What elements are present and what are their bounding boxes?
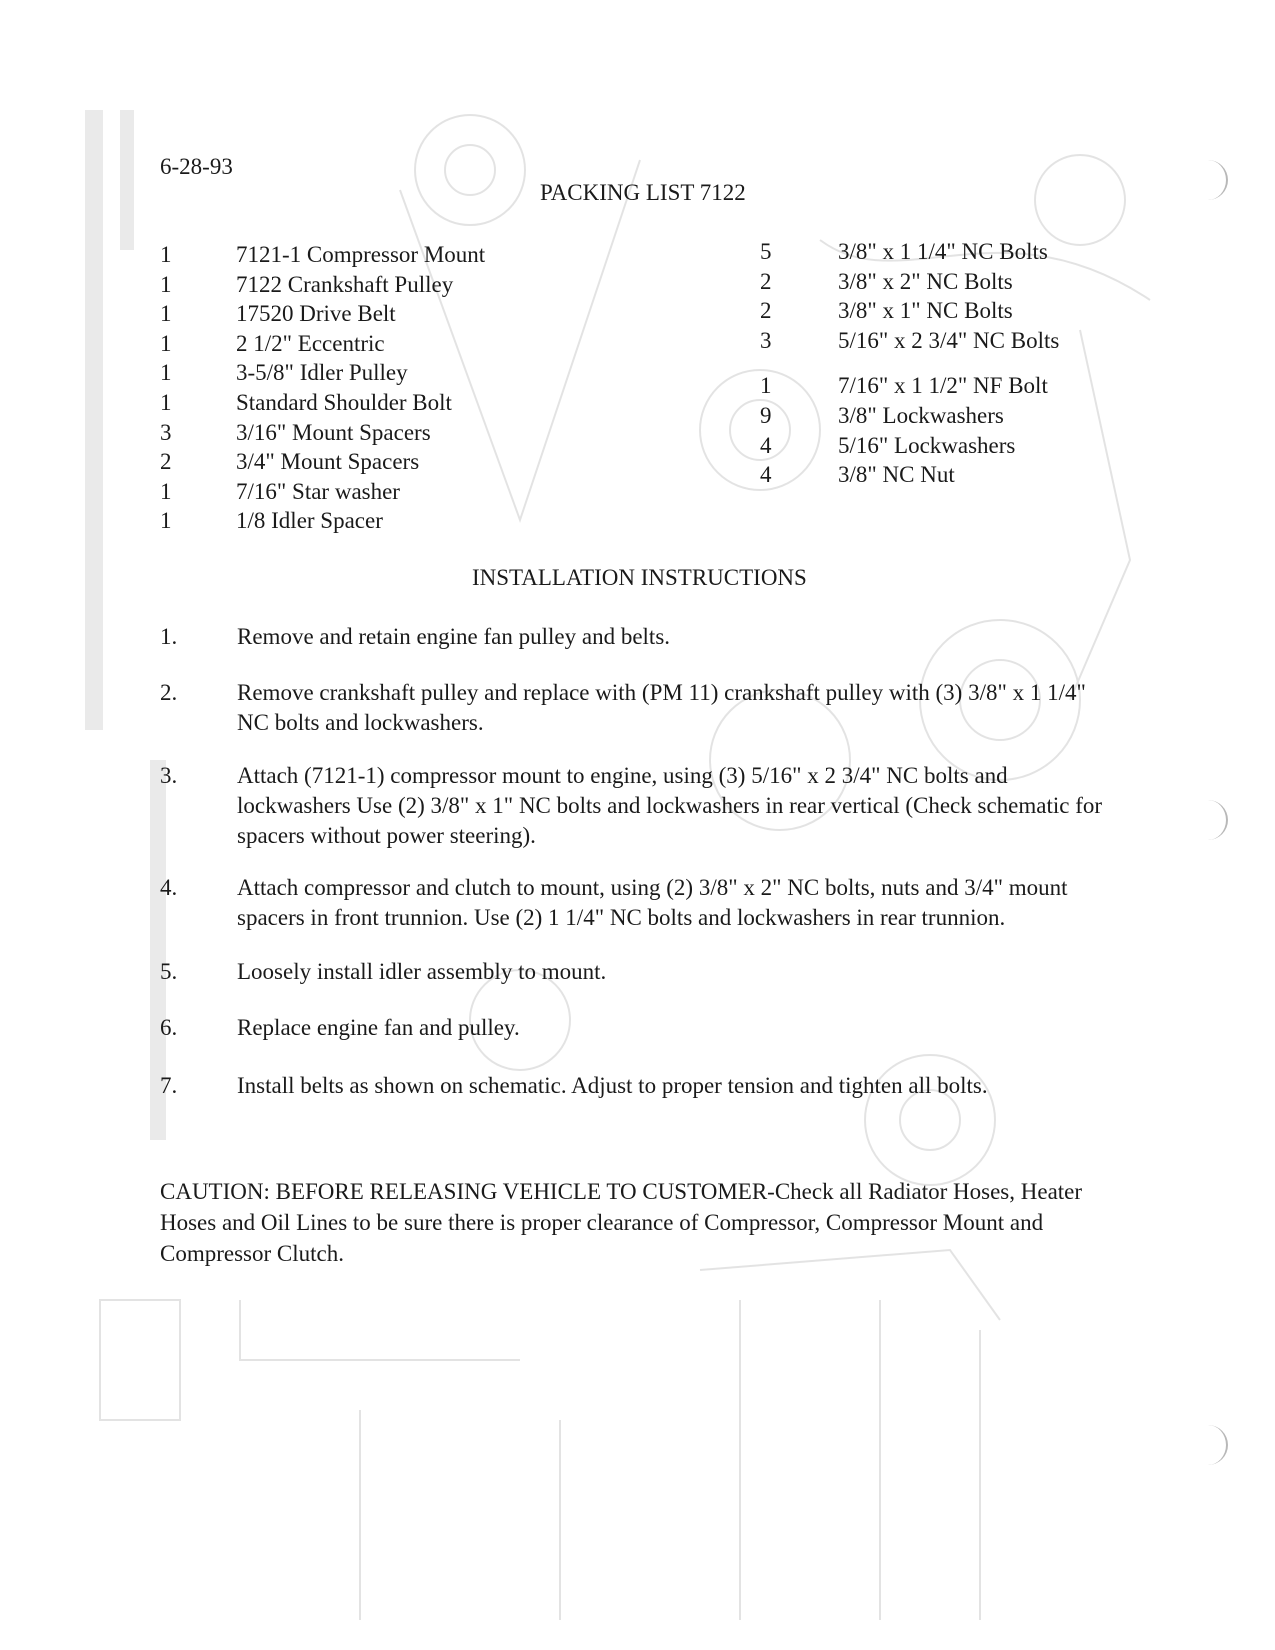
step-text: Remove and retain engine fan pulley and belts. [237, 624, 671, 649]
item-description: 17520 Drive Belt [236, 301, 396, 327]
item-quantity: 4 [760, 432, 772, 458]
step-7 [160, 1071, 1120, 1101]
list-item [760, 237, 1220, 267]
step-5 [160, 957, 1120, 987]
item-quantity: 1 [160, 271, 172, 297]
packing-list-left [160, 240, 660, 536]
item-quantity: 4 [760, 462, 772, 488]
installation-steps [160, 622, 1120, 1101]
list-item [160, 299, 660, 329]
step-number: 2. [160, 680, 178, 705]
step-text: Replace engine fan and pulley. [237, 1015, 520, 1040]
list-item [760, 431, 1220, 461]
item-quantity: 1 [160, 360, 172, 386]
list-item [760, 296, 1220, 326]
step-text: Install belts as shown on schematic. Adjust to proper tension and tighten all bolts. [237, 1073, 988, 1098]
packing-list-right [760, 237, 1220, 490]
step-number: 5. [160, 959, 178, 984]
item-quantity: 2 [760, 268, 772, 294]
list-item [160, 358, 660, 388]
item-description: 3-5/8" Idler Pulley [236, 360, 408, 386]
list-item [160, 418, 660, 448]
item-quantity: 1 [160, 242, 172, 267]
item-quantity: 1 [760, 373, 772, 399]
item-description: 3/8" x 1 1/4" NC Bolts [838, 239, 1048, 264]
item-quantity: 3 [760, 327, 772, 353]
list-item [760, 267, 1220, 297]
step-4 [160, 873, 1120, 933]
item-description: 3/16" Mount Spacers [236, 419, 431, 445]
item-description: 2 1/2" Eccentric [236, 330, 385, 356]
step-1 [160, 622, 1120, 652]
step-number: 4. [160, 875, 178, 900]
item-quantity: 2 [760, 298, 772, 324]
list-item [160, 388, 660, 418]
item-quantity: 1 [160, 389, 172, 415]
step-3 [160, 761, 1120, 851]
item-description: 3/4" Mount Spacers [236, 449, 420, 475]
item-description: 7121-1 Compressor Mount [236, 242, 486, 267]
item-description: 7122 Crankshaft Pulley [236, 271, 454, 297]
item-quantity: 9 [760, 402, 772, 428]
item-description: 3/8" Lockwashers [838, 402, 1004, 428]
list-item [760, 371, 1220, 401]
item-quantity: 1 [160, 330, 172, 356]
packing-list-title: PACKING LIST 7122 [540, 180, 746, 205]
item-description: 7/16" x 1 1/2" NF Bolt [838, 373, 1048, 399]
item-description: 5/16" x 2 3/4" NC Bolts [838, 327, 1060, 353]
item-quantity: 1 [160, 508, 172, 534]
item-quantity: 1 [160, 478, 172, 504]
item-description: 3/8" x 1" NC Bolts [838, 298, 1013, 324]
list-item [760, 326, 1220, 356]
step-text: Remove crankshaft pulley and replace with (PM 11) crankshaft pulley with (3) 3/8" x 1 1/4" NC bolts and lockwashers. [237, 680, 1086, 735]
item-quantity: 3 [160, 419, 172, 445]
item-quantity: 1 [160, 301, 172, 327]
list-item [160, 329, 660, 359]
item-description: 5/16" Lockwashers [838, 432, 1016, 458]
list-item [160, 270, 660, 300]
step-number: 3. [160, 763, 178, 788]
document-date: 6-28-93 [160, 154, 233, 179]
step-text: Attach compressor and clutch to mount, using (2) 3/8" x 2" NC bolts, nuts and 3/4" mount spacers in front trunnion. Use (2) 1 1/4" NC bolts and lockwashers in rear trunnion. [237, 875, 1068, 930]
step-number: 1. [160, 624, 178, 649]
list-item [160, 447, 660, 477]
item-description: 3/8" NC Nut [838, 462, 955, 488]
list-item [760, 460, 1220, 490]
list-item [160, 477, 660, 507]
list-item [160, 240, 660, 270]
step-number: 6. [160, 1015, 178, 1040]
item-quantity: 2 [160, 449, 172, 475]
item-description: Standard Shoulder Bolt [236, 389, 452, 415]
item-quantity: 5 [760, 239, 772, 264]
step-number: 7. [160, 1073, 178, 1098]
item-description: 3/8" x 2" NC Bolts [838, 268, 1013, 294]
item-description: 1/8 Idler Spacer [236, 508, 383, 534]
installation-instructions-title: INSTALLATION INSTRUCTIONS [472, 565, 807, 590]
list-item [160, 506, 660, 536]
caution-note: CAUTION: BEFORE RELEASING VEHICLE TO CUSTOMER-Check all Radiator Hoses, Heater Hoses and Oil Lines to be sure there is proper clearance of Compressor, Compressor Mount and Compressor Clutch. [160, 1179, 1083, 1266]
list-item [760, 401, 1220, 431]
step-6 [160, 1013, 1120, 1043]
step-2 [160, 678, 1120, 738]
step-text: Attach (7121-1) compressor mount to engine, using (3) 5/16" x 2 3/4" NC bolts and lockwashers Use (2) 3/8" x 1" NC bolts and lockwashers in rear vertical (Check schematic for spacers without power steering). [237, 763, 1103, 848]
item-description: 7/16" Star washer [236, 478, 400, 504]
step-text: Loosely install idler assembly to mount. [237, 959, 607, 984]
